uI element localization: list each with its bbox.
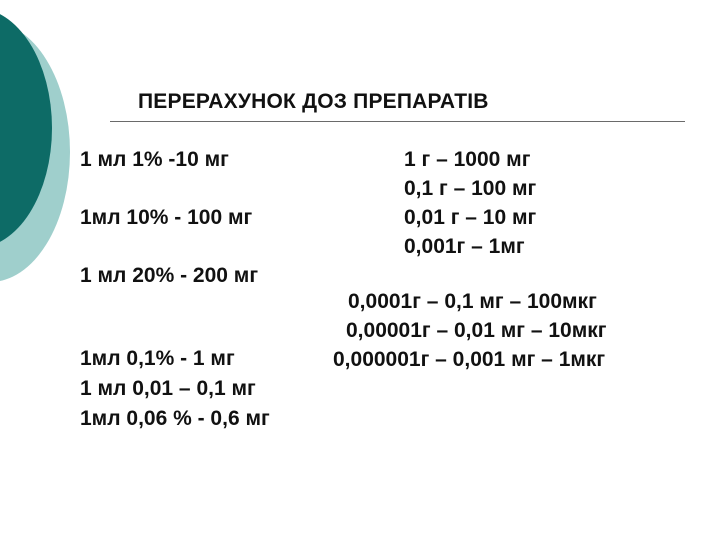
title-divider bbox=[110, 121, 685, 122]
left-line-5: 1 мл 0,01 – 0,1 мг bbox=[80, 377, 256, 400]
left-line-2: 1мл 10% - 100 мг bbox=[80, 206, 253, 229]
right-line-3: 0,01 г – 10 мг bbox=[404, 206, 537, 229]
slide-title: ПЕРЕРАХУНОК ДОЗ ПРЕПАРАТІВ bbox=[138, 90, 489, 113]
right-line-4: 0,001г – 1мг bbox=[404, 235, 525, 258]
right-line-2: 0,1 г – 100 мг bbox=[404, 177, 537, 200]
left-line-4: 1мл 0,1% - 1 мг bbox=[80, 347, 235, 370]
right-line-5: 0,0001г – 0,1 мг – 100мкг bbox=[348, 290, 597, 313]
left-line-3: 1 мл 20% - 200 мг bbox=[80, 264, 259, 287]
right-line-6: 0,00001г – 0,01 мг – 10мкг bbox=[346, 319, 607, 342]
right-line-1: 1 г – 1000 мг bbox=[404, 148, 531, 171]
left-line-6: 1мл 0,06 % - 0,6 мг bbox=[80, 407, 270, 430]
right-line-7: 0,000001г – 0,001 мг – 1мкг bbox=[333, 348, 606, 371]
left-line-1: 1 мл 1% -10 мг bbox=[80, 148, 229, 171]
